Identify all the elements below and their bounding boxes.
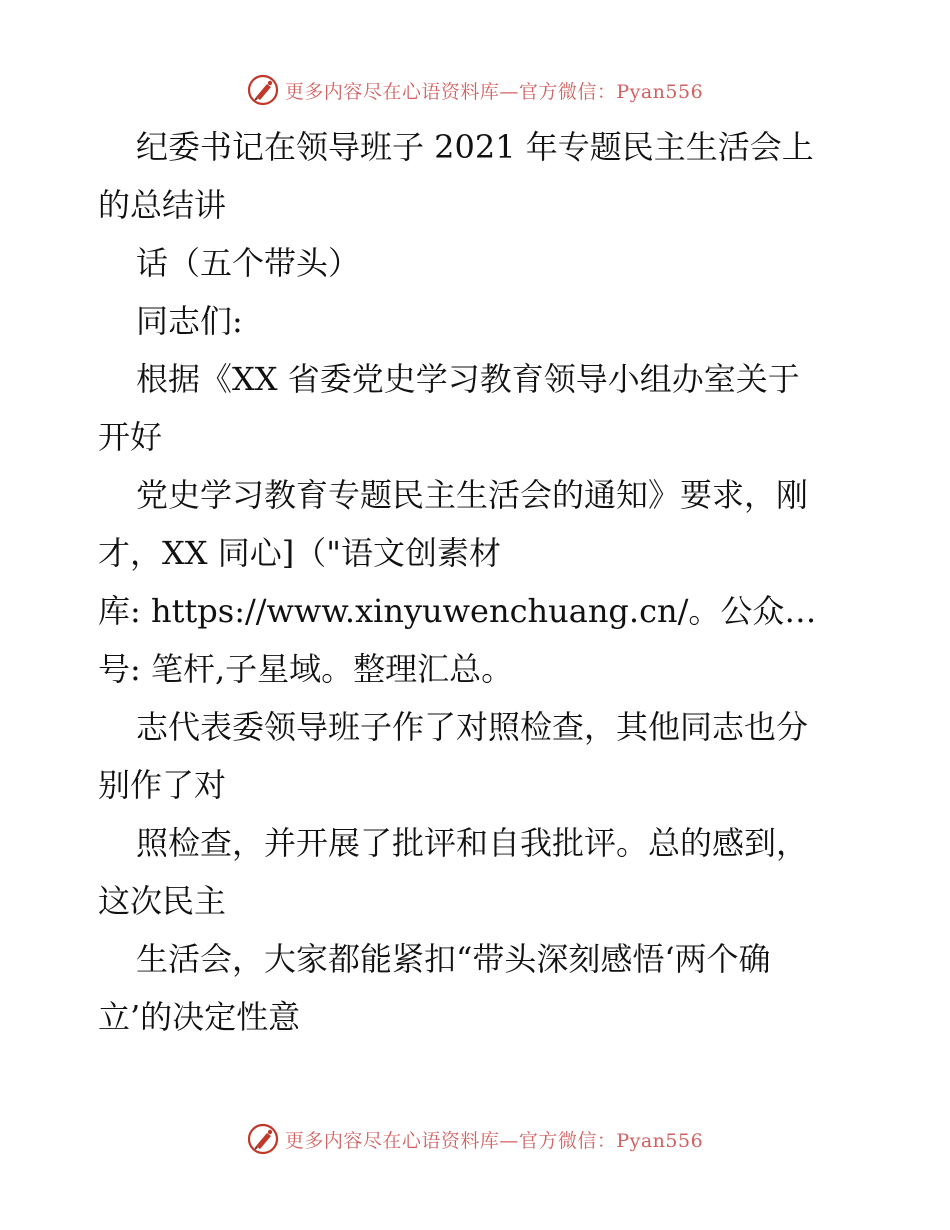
footer-watermark: [0, 1119, 950, 1159]
paragraph-line: 立’的决定性意: [98, 998, 301, 1036]
footer-watermark-text: 更多内容尽在心语资料库—官方微信：Pyan556: [284, 1129, 704, 1152]
pen-seal-icon: [247, 1123, 279, 1155]
paragraph-line: 照检查，并开展了批评和自我批评。总的感到，: [136, 824, 809, 862]
document-body: [98, 118, 858, 1046]
paragraph-line: 库: https://www.xinyuwenchuang.cn/。公众…: [98, 592, 817, 630]
paragraph-line: 生活会，大家都能紧扣“带头深刻感悟‘两个确: [136, 940, 771, 978]
pen-seal-icon: [247, 74, 279, 106]
header-watermark-text: 更多内容尽在心语资料库—官方微信：Pyan556: [284, 80, 704, 103]
paragraph-line: 号: 笔杆,子星域。整理汇总。: [98, 650, 514, 688]
paragraph-line: 开好: [98, 418, 163, 456]
paragraph-line: 别作了对: [98, 766, 227, 804]
doc-title-line-1: 纪委书记在领导班子 2021 年专题民主生活会上: [136, 128, 814, 166]
header-watermark: [0, 70, 950, 110]
paragraph-line: 根据《XX 省委党史学习教育领导小组办室关于: [136, 360, 800, 398]
doc-title-line-3: 话（五个带头）: [136, 244, 361, 282]
salutation: 同志们:: [136, 302, 243, 340]
paragraph-line: 这次民主: [98, 882, 227, 920]
paragraph-line: 党史学习教育专题民主生活会的通知》要求，刚: [136, 476, 809, 514]
doc-title-line-2: 的总结讲: [98, 186, 227, 224]
paragraph-line: 志代表委领导班子作了对照检查，其他同志也分: [136, 708, 809, 746]
paragraph-line: 才，XX 同心]（"语文创素材: [98, 534, 501, 572]
